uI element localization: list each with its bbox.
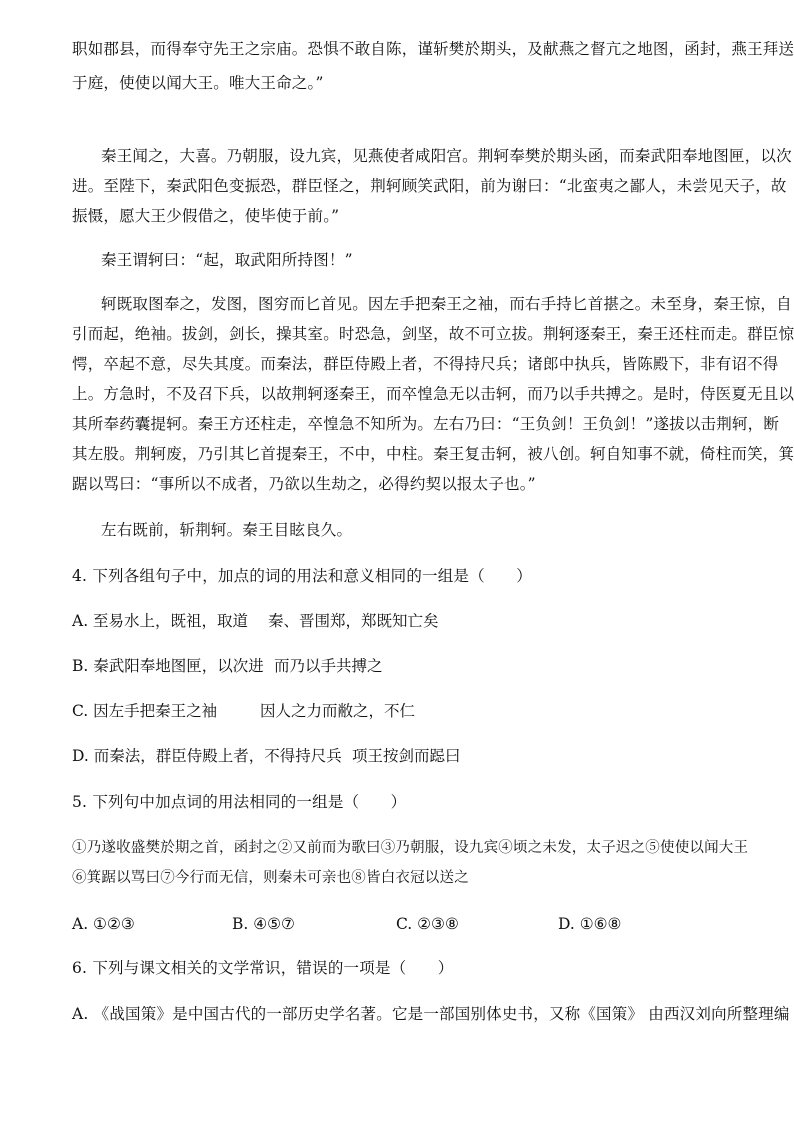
choice-b: B. ④⑤⑦ [232,915,295,933]
passage-line: 秦王闻之，大喜。乃朝服，设九宾，见燕使者咸阳宫。荆轲奉樊於期头函，而秦武阳奉地图匣，以次 [101,147,792,165]
passage-line: 其左股。荆轲废，乃引其匕首提秦王，不中，中柱。秦王复击轲，被八创。轲自知事不就，倚柱而笑，箕 [72,445,794,463]
option-right: 而乃以手共搏之 [274,657,383,675]
passage-line: 上。方急时，不及召下兵，以故荆轲逐秦王，而卒惶急无以击轲，而乃以手共搏之。是时，侍医夏无且以 [72,385,794,403]
passage-line: 于庭，使使以闻大王。唯大王命之。” [72,74,324,92]
question-5-sentences: ⑥箕踞以骂曰⑦今行而无信，则秦未可亲也⑧皆白衣冠以送之 [72,870,469,886]
question-4-stem: 4. 下列各组句子中，加点的词的用法和意义相同的一组是（ ） [72,567,532,585]
passage-line: 其所奉药囊提轲。秦王方还柱走，卒惶急不知所为。左右乃曰：“王负剑！王负剑！”遂拔以击荆轲，断 [72,415,780,433]
choice-c: C. ②③⑧ [396,915,459,933]
passage-line: 秦王谓轲曰：“起，取武阳所持图！” [101,251,353,269]
option-right: 因人之力而敝之，不仁 [260,702,416,720]
passage-line: 职如郡县，而得奉守先王之宗庙。恐惧不敢自陈，谨斩樊於期头，及献燕之督亢之地图，函封，燕王拜送 [72,40,794,58]
option-right: 秦、晋围郑，郑既知亡矣 [268,612,439,630]
passage-line: 轲既取图奉之，发图，图穷而匕首见。因左手把秦王之袖，而右手持匕首揕之。未至身，秦王惊，自 [101,295,792,313]
option-left: C. 因左手把秦王之袖 [72,702,218,720]
question-5-sentences: ①乃遂收盛樊於期之首，函封之②又前而为歌曰③乃朝服，设九宾④顷之未发，太子迟之⑤使使以闻大王 [72,840,749,856]
passage-line: 愕，卒起不意，尽失其度。而秦法，群臣侍殿上者，不得持尺兵；诸郎中执兵，皆陈殿下，非有诏不得 [72,355,779,373]
passage-line: 振慑，愿大王少假借之，使毕使于前。” [72,207,340,225]
option-left: A. 至易水上，既祖，取道 [72,612,249,630]
choice-a: A. ①②③ [72,915,135,933]
option-right: 项王按剑而跽曰 [352,747,461,765]
question-5-stem: 5. 下列句中加点词的用法相同的一组是（ ） [72,793,407,811]
option-left: D. 而秦法，群臣侍殿上者，不得持尺兵 [72,747,342,765]
passage-line: 进。至陛下，秦武阳色变振恐，群臣怪之，荆轲顾笑武阳，前为谢曰：“北蛮夷之鄙人，未尝见天子，故 [72,177,787,195]
option-left: B. 秦武阳奉地图匣，以次进 [72,657,264,675]
question-6-option-a: A. 《战国策》是中国古代的一部历史学名著。它是一部国别体史书，又称《国策》 由西汉刘向所整理编 [72,1005,790,1023]
passage-line: 引而起，绝袖。拔剑，剑长，操其室。时恐急，剑坚，故不可立拔。荆轲逐秦王，秦王还柱而走。群臣惊 [72,325,794,343]
choice-d: D. ①⑥⑧ [558,915,622,933]
passage-line: 踞以骂曰：“事所以不成者，乃欲以生劫之，必得约契以报太子也。” [72,475,536,493]
passage-line: 左右既前，斩荆轲。秦王目眩良久。 [101,521,353,539]
question-6-stem: 6. 下列与课文相关的文学常识，错误的一项是（ ） [72,959,454,977]
